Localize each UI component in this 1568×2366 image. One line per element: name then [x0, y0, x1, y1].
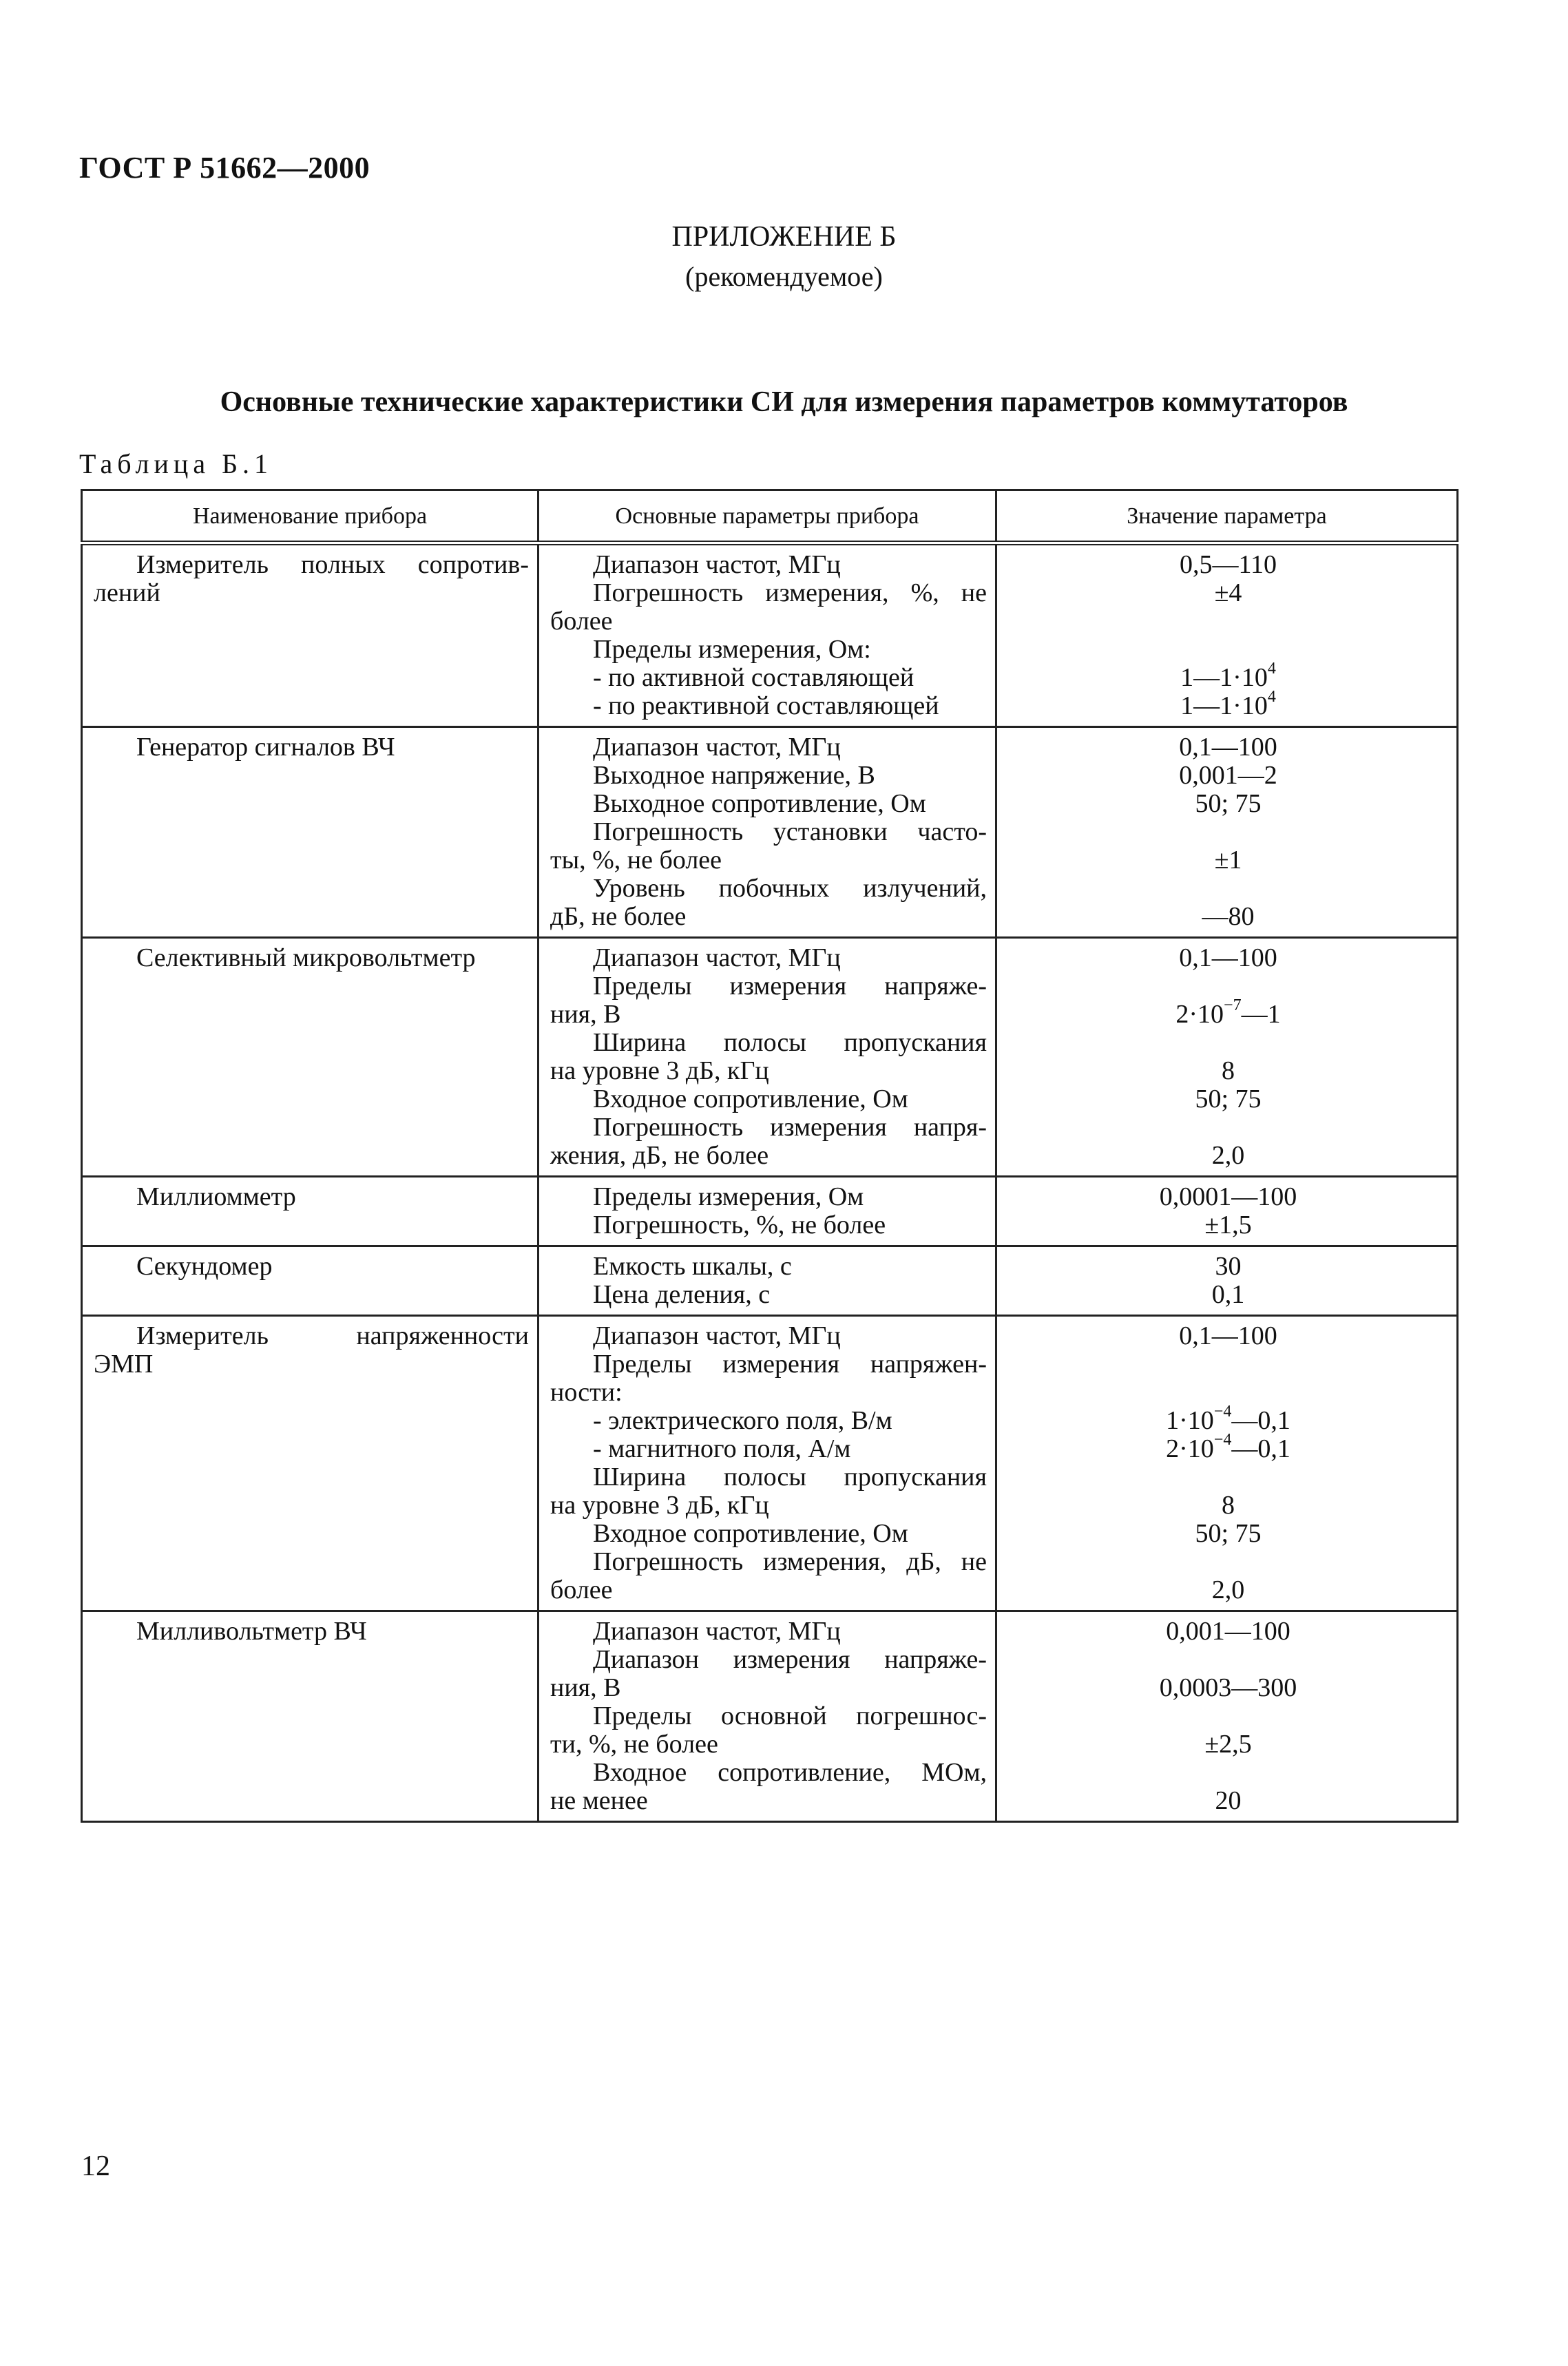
parameter-value	[1008, 1142, 1448, 1170]
value-exponent: −4	[1213, 1431, 1232, 1449]
values-cell	[996, 1177, 1458, 1246]
value-tail: —0,1	[1231, 1406, 1290, 1435]
value-text: 0,1	[1211, 1280, 1245, 1309]
value-text: 8	[1222, 1056, 1235, 1085]
parameter-line: Пределы измерения напряже-	[593, 972, 987, 1001]
parameters-cell	[539, 1246, 996, 1316]
parameters-cell	[539, 1177, 996, 1246]
value-exponent: −4	[1213, 1403, 1232, 1421]
value-text: —80	[1202, 902, 1255, 931]
value-text: 0,001—2	[1179, 761, 1277, 790]
parameter-line: Диапазон частот, МГц	[593, 943, 841, 972]
value-tail: —1	[1241, 1000, 1281, 1029]
parameter-line: - по реактивной составляющей	[593, 691, 939, 720]
parameter-line: на уровне 3 дБ, кГц	[550, 1491, 769, 1520]
parameter-value	[1008, 818, 1448, 846]
parameter-value	[1008, 875, 1448, 903]
parameter-value	[1008, 1211, 1448, 1239]
parameters-cell	[539, 543, 996, 727]
value-exponent: −7	[1224, 996, 1242, 1015]
parameter-value	[1008, 903, 1448, 931]
parameter-value	[1008, 1085, 1448, 1113]
values-cell	[996, 938, 1458, 1177]
value-tail: —0,1	[1231, 1434, 1290, 1463]
parameter-line: Диапазон частот, МГц	[593, 1321, 841, 1350]
parameters-cell	[539, 727, 996, 938]
value-text: 50; 75	[1195, 1519, 1262, 1548]
parameter-value	[1008, 1113, 1448, 1142]
table-row	[82, 1316, 1458, 1611]
document-code: ГОСТ Р 51662—2000	[79, 151, 370, 185]
parameter-value	[1008, 688, 1448, 720]
device-name-line: лений	[94, 578, 160, 607]
value-text: 0,1—100	[1179, 733, 1277, 762]
device-name-line: Измеритель полных сопротив-	[136, 550, 529, 579]
value-text: 1—1·10	[1180, 663, 1268, 692]
parameter-value	[1008, 1548, 1448, 1576]
page-number: 12	[81, 2150, 110, 2182]
parameter-line: - магнитного поля, А/м	[593, 1434, 851, 1463]
parameter-line: - электрического поля, В/м	[593, 1406, 892, 1435]
parameter-line: Погрешность измерения, %, не	[593, 578, 987, 607]
parameters-cell	[539, 1316, 996, 1611]
parameter-line: не менее	[550, 1786, 648, 1815]
parameter-value	[1008, 1350, 1448, 1379]
value-text: ±2,5	[1204, 1730, 1252, 1759]
value-text: 2,0	[1211, 1141, 1245, 1170]
parameter-line: Диапазон частот, МГц	[593, 733, 841, 762]
parameter-line: Пределы измерения напряжен-	[593, 1350, 987, 1379]
parameter-value	[1008, 996, 1448, 1029]
value-text: 50; 75	[1195, 1085, 1262, 1113]
value-text: 20	[1215, 1786, 1242, 1815]
parameter-line: жения, дБ, не более	[550, 1141, 769, 1170]
parameter-value	[1008, 607, 1448, 636]
parameter-line: ности:	[550, 1378, 623, 1407]
parameter-value	[1008, 846, 1448, 875]
value-text: 0,0003—300	[1159, 1673, 1297, 1702]
parameter-line: Диапазон частот, МГц	[593, 1617, 841, 1646]
parameter-value	[1008, 1491, 1448, 1520]
parameter-value	[1008, 1730, 1448, 1759]
parameter-value	[1008, 1281, 1448, 1309]
values-cell	[996, 1246, 1458, 1316]
parameter-line: Ширина полосы пропускания	[593, 1463, 987, 1491]
header-params: Основные параметры прибора	[539, 490, 996, 543]
table-row	[82, 1611, 1458, 1822]
table-row	[82, 1246, 1458, 1316]
parameter-line: более	[550, 607, 613, 636]
parameter-line: Выходное сопротивление, Ом	[593, 789, 926, 818]
table-row	[82, 1177, 1458, 1246]
device-name-line: Измеритель напряженности	[136, 1321, 529, 1350]
parameter-value	[1008, 1029, 1448, 1057]
parameter-value	[1008, 944, 1448, 972]
parameter-line: Емкость шкалы, с	[593, 1252, 792, 1281]
parameters-cell	[539, 938, 996, 1177]
parameter-line: Погрешность установки часто-	[593, 817, 987, 846]
parameter-value	[1008, 790, 1448, 818]
value-text: 8	[1222, 1491, 1235, 1520]
parameter-line: Диапазон частот, МГц	[593, 550, 841, 579]
parameter-value	[1008, 660, 1448, 692]
value-exponent: 4	[1267, 688, 1276, 706]
value-text: ±1	[1214, 846, 1242, 875]
parameter-value	[1008, 1520, 1448, 1548]
parameter-line: ты, %, не более	[550, 846, 722, 875]
header-device: Наименование прибора	[82, 490, 539, 543]
device-name-cell	[82, 1611, 539, 1822]
parameter-line: Входное сопротивление, Ом	[593, 1519, 908, 1548]
value-text: 0,1—100	[1179, 943, 1277, 972]
parameter-line: Пределы измерения, Ом:	[593, 635, 871, 664]
parameter-line: ния, В	[550, 1000, 621, 1029]
appendix-subtitle: (рекомендуемое)	[685, 261, 883, 292]
parameter-line: более	[550, 1575, 613, 1604]
parameter-line: Входное сопротивление, Ом	[593, 1085, 908, 1113]
parameter-line: - по активной составляющей	[593, 663, 914, 692]
value-text: 30	[1215, 1252, 1242, 1281]
parameter-value	[1008, 1618, 1448, 1646]
value-text: 0,0001—100	[1159, 1182, 1297, 1211]
parameters-cell	[539, 1611, 996, 1822]
parameter-line: дБ, не более	[550, 902, 687, 931]
parameter-value	[1008, 579, 1448, 607]
main-title: Основные технические характеристики СИ для измерения параметров коммутаторов	[220, 386, 1348, 418]
parameter-line: Выходное напряжение, В	[593, 761, 875, 790]
appendix-title: ПРИЛОЖЕНИЕ Б	[671, 221, 897, 253]
parameter-value	[1008, 1322, 1448, 1350]
device-name-line: Секундомер	[136, 1252, 273, 1281]
value-text: ±1,5	[1204, 1211, 1252, 1239]
device-name-line: Селективный микровольтметр	[136, 943, 476, 972]
parameter-value	[1008, 1759, 1448, 1787]
value-text: 50; 75	[1195, 789, 1262, 818]
value-text: 0,1—100	[1179, 1321, 1277, 1350]
header-value: Значение параметра	[996, 490, 1458, 543]
device-name-cell	[82, 1246, 539, 1316]
value-exponent: 4	[1267, 660, 1276, 678]
device-name-line: Милливольтметр ВЧ	[136, 1617, 367, 1646]
parameter-line: на уровне 3 дБ, кГц	[550, 1056, 769, 1085]
table-label: Таблица Б.1	[79, 448, 273, 479]
parameter-line: Цена деления, с	[593, 1280, 771, 1309]
values-cell	[996, 727, 1458, 938]
parameter-line: Погрешность измерения напря-	[593, 1113, 987, 1142]
parameter-value	[1008, 1674, 1448, 1702]
parameter-value	[1008, 1057, 1448, 1085]
device-name-cell	[82, 543, 539, 727]
values-cell	[996, 1316, 1458, 1611]
parameter-line: Погрешность, %, не более	[593, 1211, 886, 1239]
parameter-value	[1008, 1646, 1448, 1674]
parameter-value	[1008, 1576, 1448, 1604]
value-text: 1—1·10	[1180, 691, 1268, 720]
parameter-value	[1008, 733, 1448, 762]
parameter-line: Диапазон измерения напряже-	[593, 1645, 987, 1674]
parameter-value	[1008, 1183, 1448, 1211]
device-name-line: Миллиомметр	[136, 1182, 296, 1211]
parameter-line: Ширина полосы пропускания	[593, 1028, 987, 1057]
table-row	[82, 938, 1458, 1177]
parameter-line: Уровень побочных излучений,	[593, 874, 987, 903]
parameter-line: Пределы основной погрешнос-	[593, 1702, 987, 1730]
parameter-value	[1008, 1787, 1448, 1815]
value-text: 2·10	[1175, 1000, 1224, 1029]
device-name-line: Генератор сигналов ВЧ	[136, 733, 395, 762]
parameter-value	[1008, 551, 1448, 579]
table-header-row	[82, 490, 1458, 543]
device-name-cell	[82, 727, 539, 938]
values-cell	[996, 1611, 1458, 1822]
value-text: 0,001—100	[1166, 1617, 1290, 1646]
parameter-value	[1008, 1253, 1448, 1281]
value-text: 1·10	[1166, 1406, 1214, 1435]
value-text: 0,5—110	[1179, 550, 1277, 579]
parameter-line: ти, %, не более	[550, 1730, 718, 1759]
spec-table	[81, 489, 1459, 1823]
parameter-value	[1008, 1702, 1448, 1730]
values-cell	[996, 543, 1458, 727]
parameter-value	[1008, 1463, 1448, 1491]
device-name-cell	[82, 1177, 539, 1246]
value-text: 2,0	[1211, 1575, 1245, 1604]
parameter-line: ния, В	[550, 1673, 621, 1702]
parameter-value	[1008, 1431, 1448, 1463]
value-text: ±4	[1214, 578, 1242, 607]
table-row	[82, 543, 1458, 727]
parameter-line: Погрешность измерения, дБ, не	[593, 1547, 987, 1576]
device-name-line: ЭМП	[94, 1350, 154, 1379]
table-row	[82, 727, 1458, 938]
device-name-cell	[82, 938, 539, 1177]
value-text: 2·10	[1166, 1434, 1214, 1463]
device-name-cell	[82, 1316, 539, 1611]
parameter-line: Входное сопротивление, МОм,	[593, 1758, 987, 1787]
parameter-line: Пределы измерения, Ом	[593, 1182, 864, 1211]
parameter-value	[1008, 762, 1448, 790]
parameter-value	[1008, 636, 1448, 664]
